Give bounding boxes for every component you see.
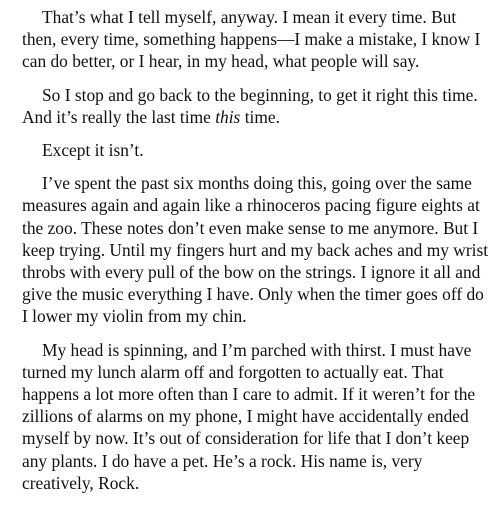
paragraph-2 — [22, 84, 492, 128]
paragraph-5: My head is spinning, and I’m parched with thirst. I must have turned my lunch alarm off and forgotten to actually eat. That happens a lot more often than I care to admit. If it weren’t for the zillions of alarms on my phone, I might have accidentally ended myself by now. It’s out of consideration for life that I don’t keep any plants. I do have a pet. He’s a rock. His name is, very creatively, Rock. — [22, 339, 476, 493]
paragraph-4: I’ve spent the past six months doing this, going over the same measures again and again like a rhinoceros pacing figure eights at the zoo. These notes don’t even make sense to me anymore. But I keep trying. Until my fingers hurt and my back aches and my wrist throbs with every pull of the bow on the strings. I ignore it all and give the music everything I have. Only when the timer goes off do I lower my violin from my chin. — [22, 173, 489, 327]
paragraph-2-text-after: time. — [240, 106, 280, 127]
paragraph-1: That’s what I tell myself, anyway. I mean it every time. But then, every time, something happens—I make a mistake, I know I can do better, or I hear, in my head, what people will say. — [22, 7, 481, 72]
paragraph-2-text-before: So I stop and go back to the beginning, to get it right this time. And it’s really the last time — [22, 84, 478, 127]
document-page — [22, 6, 492, 494]
paragraph-2-emphasis: this — [215, 106, 241, 127]
paragraph-3: Except it isn’t. — [42, 140, 144, 161]
